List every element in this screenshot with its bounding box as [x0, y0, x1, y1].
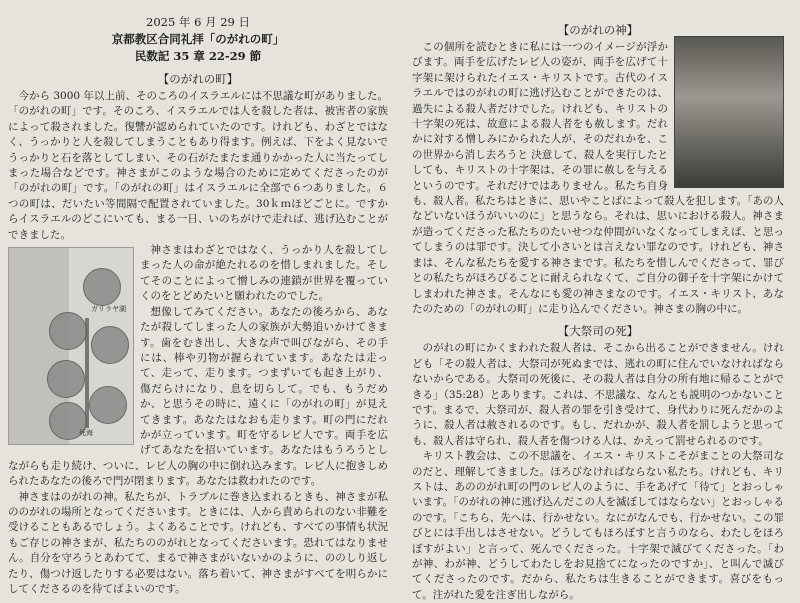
map-refuge-circle: [83, 268, 121, 306]
paragraph-right-1: この個所を読むときに私には一つのイメージが浮かびます。両手を広げたレビ人の姿が、両手を広げて十字架に架けられたイエス・キリストです。古代のイスラエルではのがれの町に逃げ込むことができたのは、過失による殺人者だけでした。けれども、キリストの十字架の死は、故意による殺人者をも赦します。だれかに対する憎しみにかられた人が、そのだれかを、この世界から消し去ろうと 決意して、殺人を実行したとしても、キリストの十字架は、その罪に赦しを与えるというのです。それだけではありません。私たち自身も、殺人者。私たちはときに、思いやことばによって殺人を犯します。「あの人などいないほうがいいのに」と思うなら。それは、思いにおける殺人。神さまが造ってくださった私たちのたいせつな仲間がいなくなってしまえば、と思ってしまうのは罪です。決して小さいとは言えない罪なのです。けれども、神さまは、そんな私たちを愛する神さまです。私たちを惜しんでくださって、罪びとの私たちがほろびることに耐えられなくて、ご自分の御子を十字架にかけてしまわれた神さま。そんなにも愛の神さまなのです。イエス・キリスト、あなたのための「のがれの町」に走り込んでください。神さまの胸の中に。: [412, 41, 784, 315]
map-image: [8, 247, 134, 445]
scripture-reference: 民数記 35 章 22-29 節: [134, 49, 262, 63]
paragraph-3: 神さまはのがれの神。私たちが、トラブルに巻き込まれるときも、神さまが私ののがれの場所となってくださいます。ときには、人から責められのない非難を受けることもあるでしょう。よくあることです。けれども、すべての事情も状況もご存じの神さまが、私たちののがれとなってくださいます。恐れてはなりません。自分を守ろうとあわてて、まるで神さまがいないかのように、ののしり返したり、傷つけ返したりする必要はない。落ち着いて、神さまがすべてを明らかにしてくださるのを待てばよいのです。: [8, 490, 388, 595]
paragraph-2a: 神さまはわざとではなく、うっかり人を殺してしまった人の命が絶たれるのを惜しまれました。そしてそのことによって憎しみの連鎖が世界を覆っていくのをとどめたいと願われたのでした。: [140, 244, 388, 303]
map-refuge-circle: [91, 326, 129, 364]
map-refuge-circle: [89, 386, 127, 424]
map-label: ガリラヤ湖: [91, 305, 126, 314]
map-label: 死海: [79, 429, 93, 438]
date-line: 2025 年 6 月 29 日: [146, 15, 250, 29]
paragraph-1: 今から 3000 年以上前、そのころのイスラエルには不思議な町がありました。「のがれの町」です。そのころ、イスラエルでは人を殺した者は、被害者の家族によって殺されました。復讐が認められていたのです。けれども、わざとではなく、うっかりと人を殺してしまうこともあり得ます。例えば、下をよく見ないでうっかりと石を落としてしまい、その石がたまたま通りかかった人に当たってしまった場合などです。神さまがこのような場合のために定めてくださったのが「のがれの町」です。「のがれの町」はイスラエルに全部で６つありました。６つの町は、だいたい等間隔で配置されていました。30ｋｍほどごとに。ですからイスラエルのどこにいても、まる一日、いのちがけで走れば、逃げ込むことができました。: [8, 90, 388, 241]
section-title-high-priest: 【大祭司の死】: [557, 324, 639, 339]
paragraph-right-2: のがれの町にかくまわれた殺人者は、そこから出ることができません。けれども「その殺人者は、大祭司が死ぬまでは、逃れの町に住んでいなければならないからである。大祭司の死後に、その殺人者は自分の所有地に帰ることができる」（35:28）とあります。これは、不思議な、なんとも説明のつかないことです。まるで、大祭司が、殺人者の罪を引き受けて、身代わりに死んだかのように、殺人者は赦されるのです。もし、だれかが、殺人者を罰しようと思っても、殺人者は守られ、殺人者を傷つける人は、かえって罰せられるのです。: [412, 342, 784, 447]
map-refuge-circle: [49, 312, 87, 350]
left-column: [8, 14, 388, 597]
header: [8, 14, 388, 65]
illustration-image: [674, 36, 784, 188]
service-title: 京都教区合同礼拝「のがれの町」: [111, 32, 285, 46]
section-title-refuge-city: 【のがれの町】: [157, 72, 239, 86]
section-title-refuge-god: 【のがれの神】: [557, 23, 639, 37]
map-refuge-circle: [47, 360, 85, 398]
paragraph-2b: 想像してみてください。あなたの後ろから、あなたが殺してしまった人の家族が大勢追いかけてきます。歯をむき出し、大きな声で叫びながら、その手には、棒や刃物が握られています。あなたは走って、走って、走ります。つまずいても起き上がり、傷だらけになり、息を切らして。でも、もうだめか、と思うその時に、遠くに「のがれの町」が見えてきます。あなたはなおも走ります。町の門にだれかが立っています。町を守るレビ人です。両手を広げてあなたを招いています。あなたはもうろうとしながらも走り続け、ついに、レビ人の胸の中に倒れ込みます。レビ人に抱きしめられたあなたの後ろで門が閉まります。あなたは救われたのです。: [8, 305, 388, 488]
paragraph-right-3: キリスト教会は、この不思議を、イエス・キリストこそがまことの大祭司なのだと、理解してきました。ほろびなければならない私たち。けれども、キリストは、あののがれ町の門のレビ人のように、手をあげて「待て」とおっしゃいます。「のがれの神に逃げ込んだこの人を滅ぼしてはならない」とおっしゃるのです。「こちら、先へは、行かせない。なにがなんでも、行かせない。この罪びとには手出しはさせない。どうしてもほろぼすと言うのなら、わたしをほろぼすがよい」と言って、死んでくださった。十字架で滅びてくださった。「わが神、わが神、どうしてわたしをお見捨てになったのですか」、と叫んで滅びてくださったのです。だから、私たちは生きることができます。喜びをもって。注がれた愛を注ぎ出しながら。: [412, 450, 784, 601]
right-column: [412, 22, 784, 603]
